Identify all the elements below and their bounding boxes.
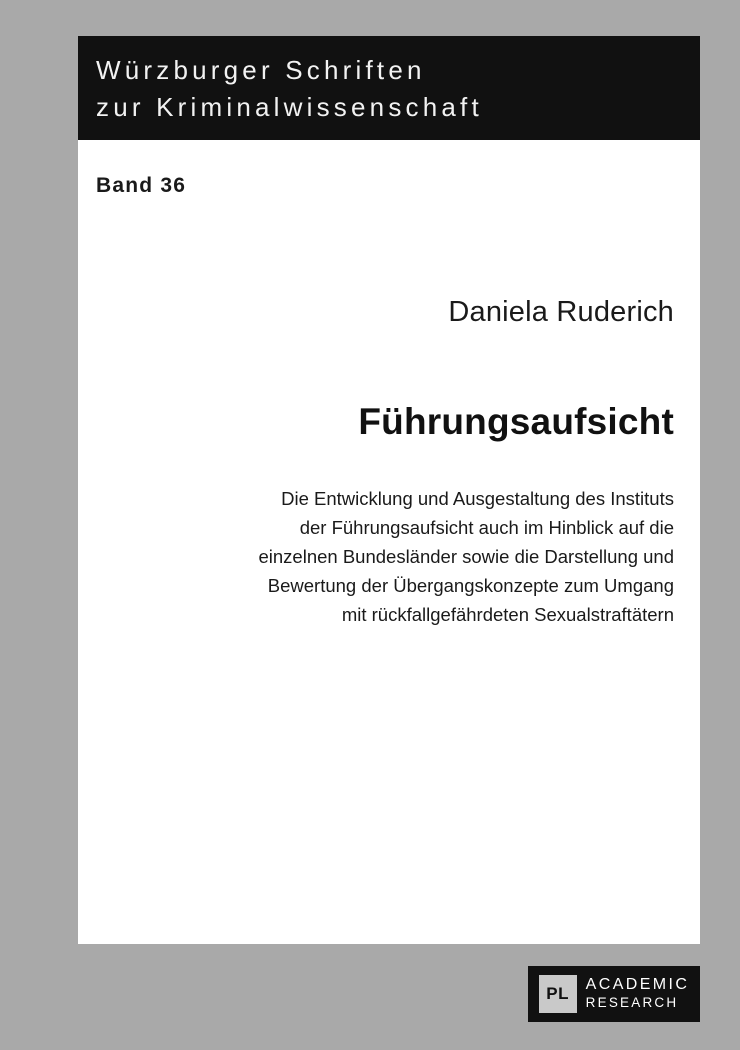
subtitle-line: mit rückfallgefährdeten Sexualstraftätern <box>341 604 674 625</box>
publisher-mark-icon: PL <box>539 975 577 1013</box>
book-title: Führungsaufsicht <box>358 401 674 442</box>
subtitle-line: einzelnen Bundesländer sowie die Darstellung und <box>258 546 674 567</box>
publisher-word-research: RESEARCH <box>585 995 679 1010</box>
book-subtitle <box>204 484 674 629</box>
publisher-wordmark <box>586 976 690 1012</box>
subtitle-line: Die Entwicklung und Ausgestaltung des Instituts <box>281 488 674 509</box>
subtitle-line: der Führungsaufsicht auch im Hinblick auf die <box>299 517 674 538</box>
series-title-line-1: Würzburger Schriften <box>96 55 426 85</box>
cover-sheet <box>78 36 700 944</box>
author-name: Daniela Ruderich <box>448 296 674 328</box>
series-title-line-2: zur Kriminalwissenschaft <box>96 92 483 122</box>
publisher-logo <box>528 966 700 1022</box>
subtitle-line: Bewertung der Übergangskonzepte zum Umgang <box>267 575 674 596</box>
publisher-word-academic: ACADEMIC <box>585 976 690 993</box>
series-banner <box>78 36 700 140</box>
volume-number: Band 36 <box>96 174 187 197</box>
